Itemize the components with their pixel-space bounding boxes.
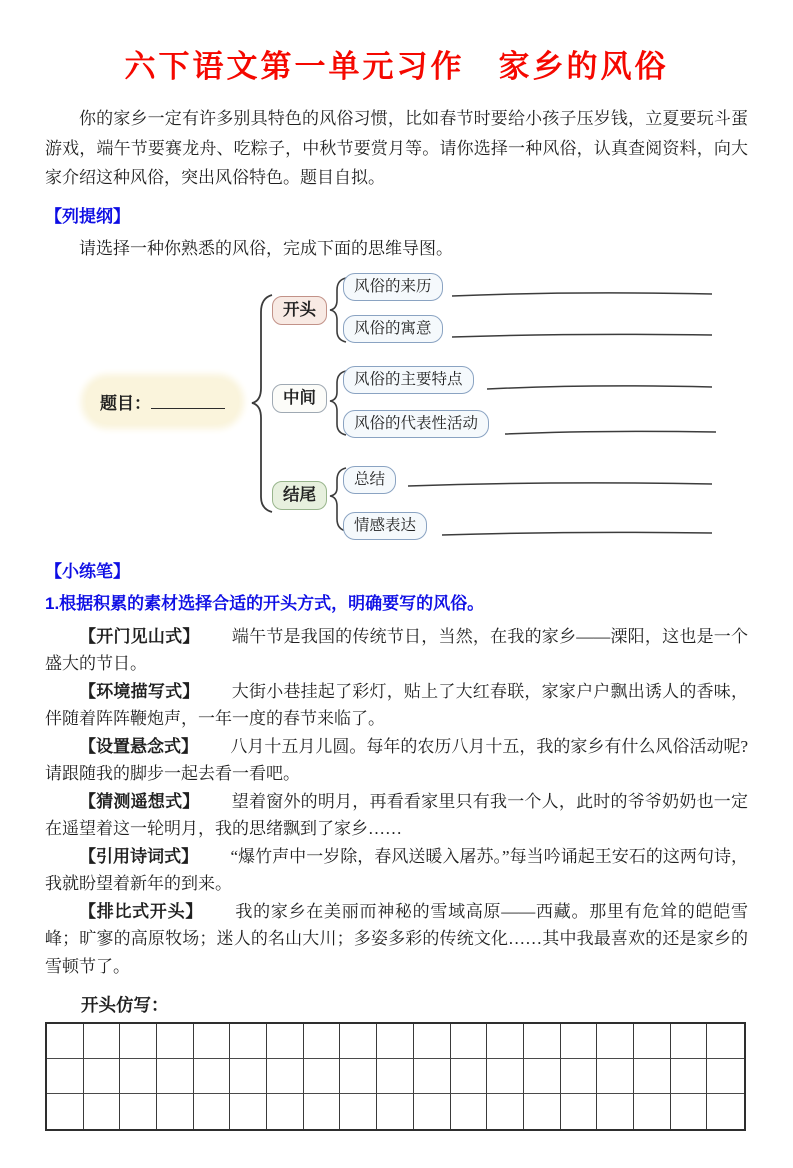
example-text: 端午节是我国的传统节日，当然，在我的家乡——溧阳，这也是一个盛大的节日。 — [45, 626, 749, 673]
writing-grid-cell[interactable] — [487, 1059, 524, 1094]
example-list — [45, 623, 748, 981]
example-text: 望着窗外的明月，再看看家里只有我一个人，此时的爷爷奶奶也一定在遥望着这一轮明月，我的思绪飘到了家乡…… — [45, 791, 749, 838]
writing-grid-cell[interactable] — [671, 1094, 708, 1129]
answer-line-summary[interactable] — [408, 482, 712, 485]
answer-line-activities[interactable] — [505, 431, 716, 434]
writing-grid-cell[interactable] — [194, 1059, 231, 1094]
section-header-outline: 【列提纲】 — [45, 206, 130, 226]
branch-node-middle: 中间 — [272, 384, 327, 414]
example-label: 【引用诗词式】 — [79, 846, 199, 866]
example-paragraph — [45, 678, 748, 733]
sub-node-custom-origin: 风俗的来历 — [343, 273, 443, 302]
example-label: 【环境描写式】 — [79, 681, 200, 701]
writing-grid-cell[interactable] — [414, 1024, 451, 1059]
writing-grid-cell[interactable] — [377, 1059, 414, 1094]
writing-grid-cell[interactable] — [47, 1024, 84, 1059]
writing-grid-cell[interactable] — [194, 1024, 231, 1059]
writing-grid-cell[interactable] — [414, 1059, 451, 1094]
writing-grid-cell[interactable] — [561, 1094, 598, 1129]
writing-grid-cell[interactable] — [194, 1094, 231, 1129]
writing-grid-cell[interactable] — [487, 1094, 524, 1129]
sub-node-typical-activities: 风俗的代表性活动 — [343, 410, 489, 439]
writing-grid-cell[interactable] — [47, 1059, 84, 1094]
mindmap-root-node — [86, 379, 239, 424]
writing-grid-cell[interactable] — [230, 1094, 267, 1129]
writing-grid-cell[interactable] — [634, 1094, 671, 1129]
answer-line-emotion[interactable] — [442, 532, 712, 535]
writing-grid-cell[interactable] — [451, 1059, 488, 1094]
example-paragraph — [45, 623, 748, 678]
answer-line-meaning[interactable] — [452, 334, 712, 337]
worksheet-page — [0, 46, 793, 1131]
writing-grid-cell[interactable] — [120, 1094, 157, 1129]
branch-node-ending: 结尾 — [272, 481, 327, 511]
writing-grid-cell[interactable] — [451, 1094, 488, 1129]
writing-grid-cell[interactable] — [707, 1059, 744, 1094]
writing-grid-cell[interactable] — [120, 1059, 157, 1094]
sub-node-emotion: 情感表达 — [343, 512, 427, 541]
writing-grid-cell[interactable] — [267, 1059, 304, 1094]
writing-grid-cell[interactable] — [157, 1059, 194, 1094]
outline-instruction: 请选择一种你熟悉的风俗，完成下面的思维导图。 — [79, 238, 453, 258]
writing-grid-cell[interactable] — [377, 1094, 414, 1129]
writing-grid-cell[interactable] — [524, 1059, 561, 1094]
page-title: 六下语文第一单元习作 家乡的风俗 — [124, 49, 669, 84]
writing-grid-cell[interactable] — [707, 1024, 744, 1059]
example-text: 我的家乡在美丽而神秘的雪域高原——西藏。那里有危耸的皑皑雪峰；旷寥的高原牧场；迷人的名山大川；多姿多彩的传统文化……其中我最喜欢的还是家乡的雪顿节了。 — [45, 901, 749, 976]
writing-grid — [45, 1022, 746, 1131]
writing-grid-cell[interactable] — [157, 1094, 194, 1129]
example-paragraph — [45, 733, 748, 788]
example-text: “爆竹声中一岁除，春风送暖入屠苏。”每当吟诵起王安石的这两句诗，我就盼望着新年的到来。 — [45, 846, 749, 893]
writing-grid-cell[interactable] — [230, 1024, 267, 1059]
writing-grid-cell[interactable] — [84, 1059, 121, 1094]
root-label: 题目： — [100, 393, 151, 413]
writing-grid-cell[interactable] — [561, 1059, 598, 1094]
writing-grid-cell[interactable] — [561, 1024, 598, 1059]
writing-grid-cell[interactable] — [84, 1094, 121, 1129]
example-label: 【开门见山式】 — [79, 626, 200, 646]
writing-grid-cell[interactable] — [340, 1059, 377, 1094]
writing-grid-cell[interactable] — [671, 1024, 708, 1059]
writing-grid-cell[interactable] — [267, 1094, 304, 1129]
writing-grid-cell[interactable] — [84, 1024, 121, 1059]
intro-paragraph: 你的家乡一定有许多别具特色的风俗习惯，比如春节时要给小孩子压岁钱，立夏要玩斗蛋游戏，端午节要赛龙舟、吃粽子，中秋节要赏月等。请你选择一种风俗，认真查阅资料，向大家介绍这种风俗，突出风俗特色。题目自拟。 — [45, 109, 748, 187]
copy-practice-label: 开头仿写： — [81, 995, 169, 1015]
writing-grid-cell[interactable] — [304, 1094, 341, 1129]
writing-grid-cell[interactable] — [120, 1024, 157, 1059]
writing-grid-cell[interactable] — [451, 1024, 488, 1059]
section-header-practice: 【小练笔】 — [45, 561, 130, 581]
writing-grid-cell[interactable] — [524, 1094, 561, 1129]
writing-grid-cell[interactable] — [230, 1059, 267, 1094]
writing-grid-cell[interactable] — [671, 1059, 708, 1094]
sub-node-main-features: 风俗的主要特点 — [343, 366, 474, 395]
brace-root — [252, 295, 272, 512]
writing-grid-cell[interactable] — [340, 1024, 377, 1059]
writing-grid-cell[interactable] — [597, 1059, 634, 1094]
writing-grid-cell[interactable] — [267, 1024, 304, 1059]
title-blank-line[interactable] — [151, 392, 225, 409]
answer-line-origin[interactable] — [452, 292, 712, 295]
writing-grid-cell[interactable] — [707, 1094, 744, 1129]
writing-grid-cell[interactable] — [157, 1024, 194, 1059]
example-paragraph — [45, 898, 748, 981]
writing-grid-cell[interactable] — [597, 1024, 634, 1059]
writing-grid-cell[interactable] — [634, 1059, 671, 1094]
example-label: 【猜测遥想式】 — [79, 791, 200, 811]
writing-grid-cell[interactable] — [597, 1094, 634, 1129]
mindmap — [0, 265, 793, 553]
example-label: 【排比式开头】 — [79, 901, 204, 921]
writing-grid-cell[interactable] — [340, 1094, 377, 1129]
writing-grid-cell[interactable] — [47, 1094, 84, 1129]
task-text: 1.根据积累的素材选择合适的开头方式，明确要写的风俗。 — [45, 593, 485, 613]
writing-grid-cell[interactable] — [377, 1024, 414, 1059]
sub-node-summary: 总结 — [343, 466, 396, 495]
example-paragraph — [45, 788, 748, 843]
example-text: 八月十五月儿圆。每年的农历八月十五，我的家乡有什么风俗活动呢?请跟随我的脚步一起去看一看吧。 — [45, 736, 748, 783]
branch-node-opening: 开头 — [272, 296, 327, 326]
writing-grid-cell[interactable] — [634, 1024, 671, 1059]
answer-line-features[interactable] — [487, 385, 712, 388]
example-text: 大街小巷挂起了彩灯，贴上了大红春联，家家户户飘出诱人的香味，伴随着阵阵鞭炮声，一年一度的春节来临了。 — [45, 681, 749, 728]
sub-node-custom-meaning: 风俗的寓意 — [343, 315, 443, 344]
writing-grid-cell[interactable] — [487, 1024, 524, 1059]
writing-grid-cell[interactable] — [524, 1024, 561, 1059]
example-paragraph — [45, 843, 748, 898]
writing-grid-cell[interactable] — [414, 1094, 451, 1129]
writing-grid-cell[interactable] — [304, 1059, 341, 1094]
example-label: 【设置悬念式】 — [79, 736, 199, 756]
writing-grid-cell[interactable] — [304, 1024, 341, 1059]
